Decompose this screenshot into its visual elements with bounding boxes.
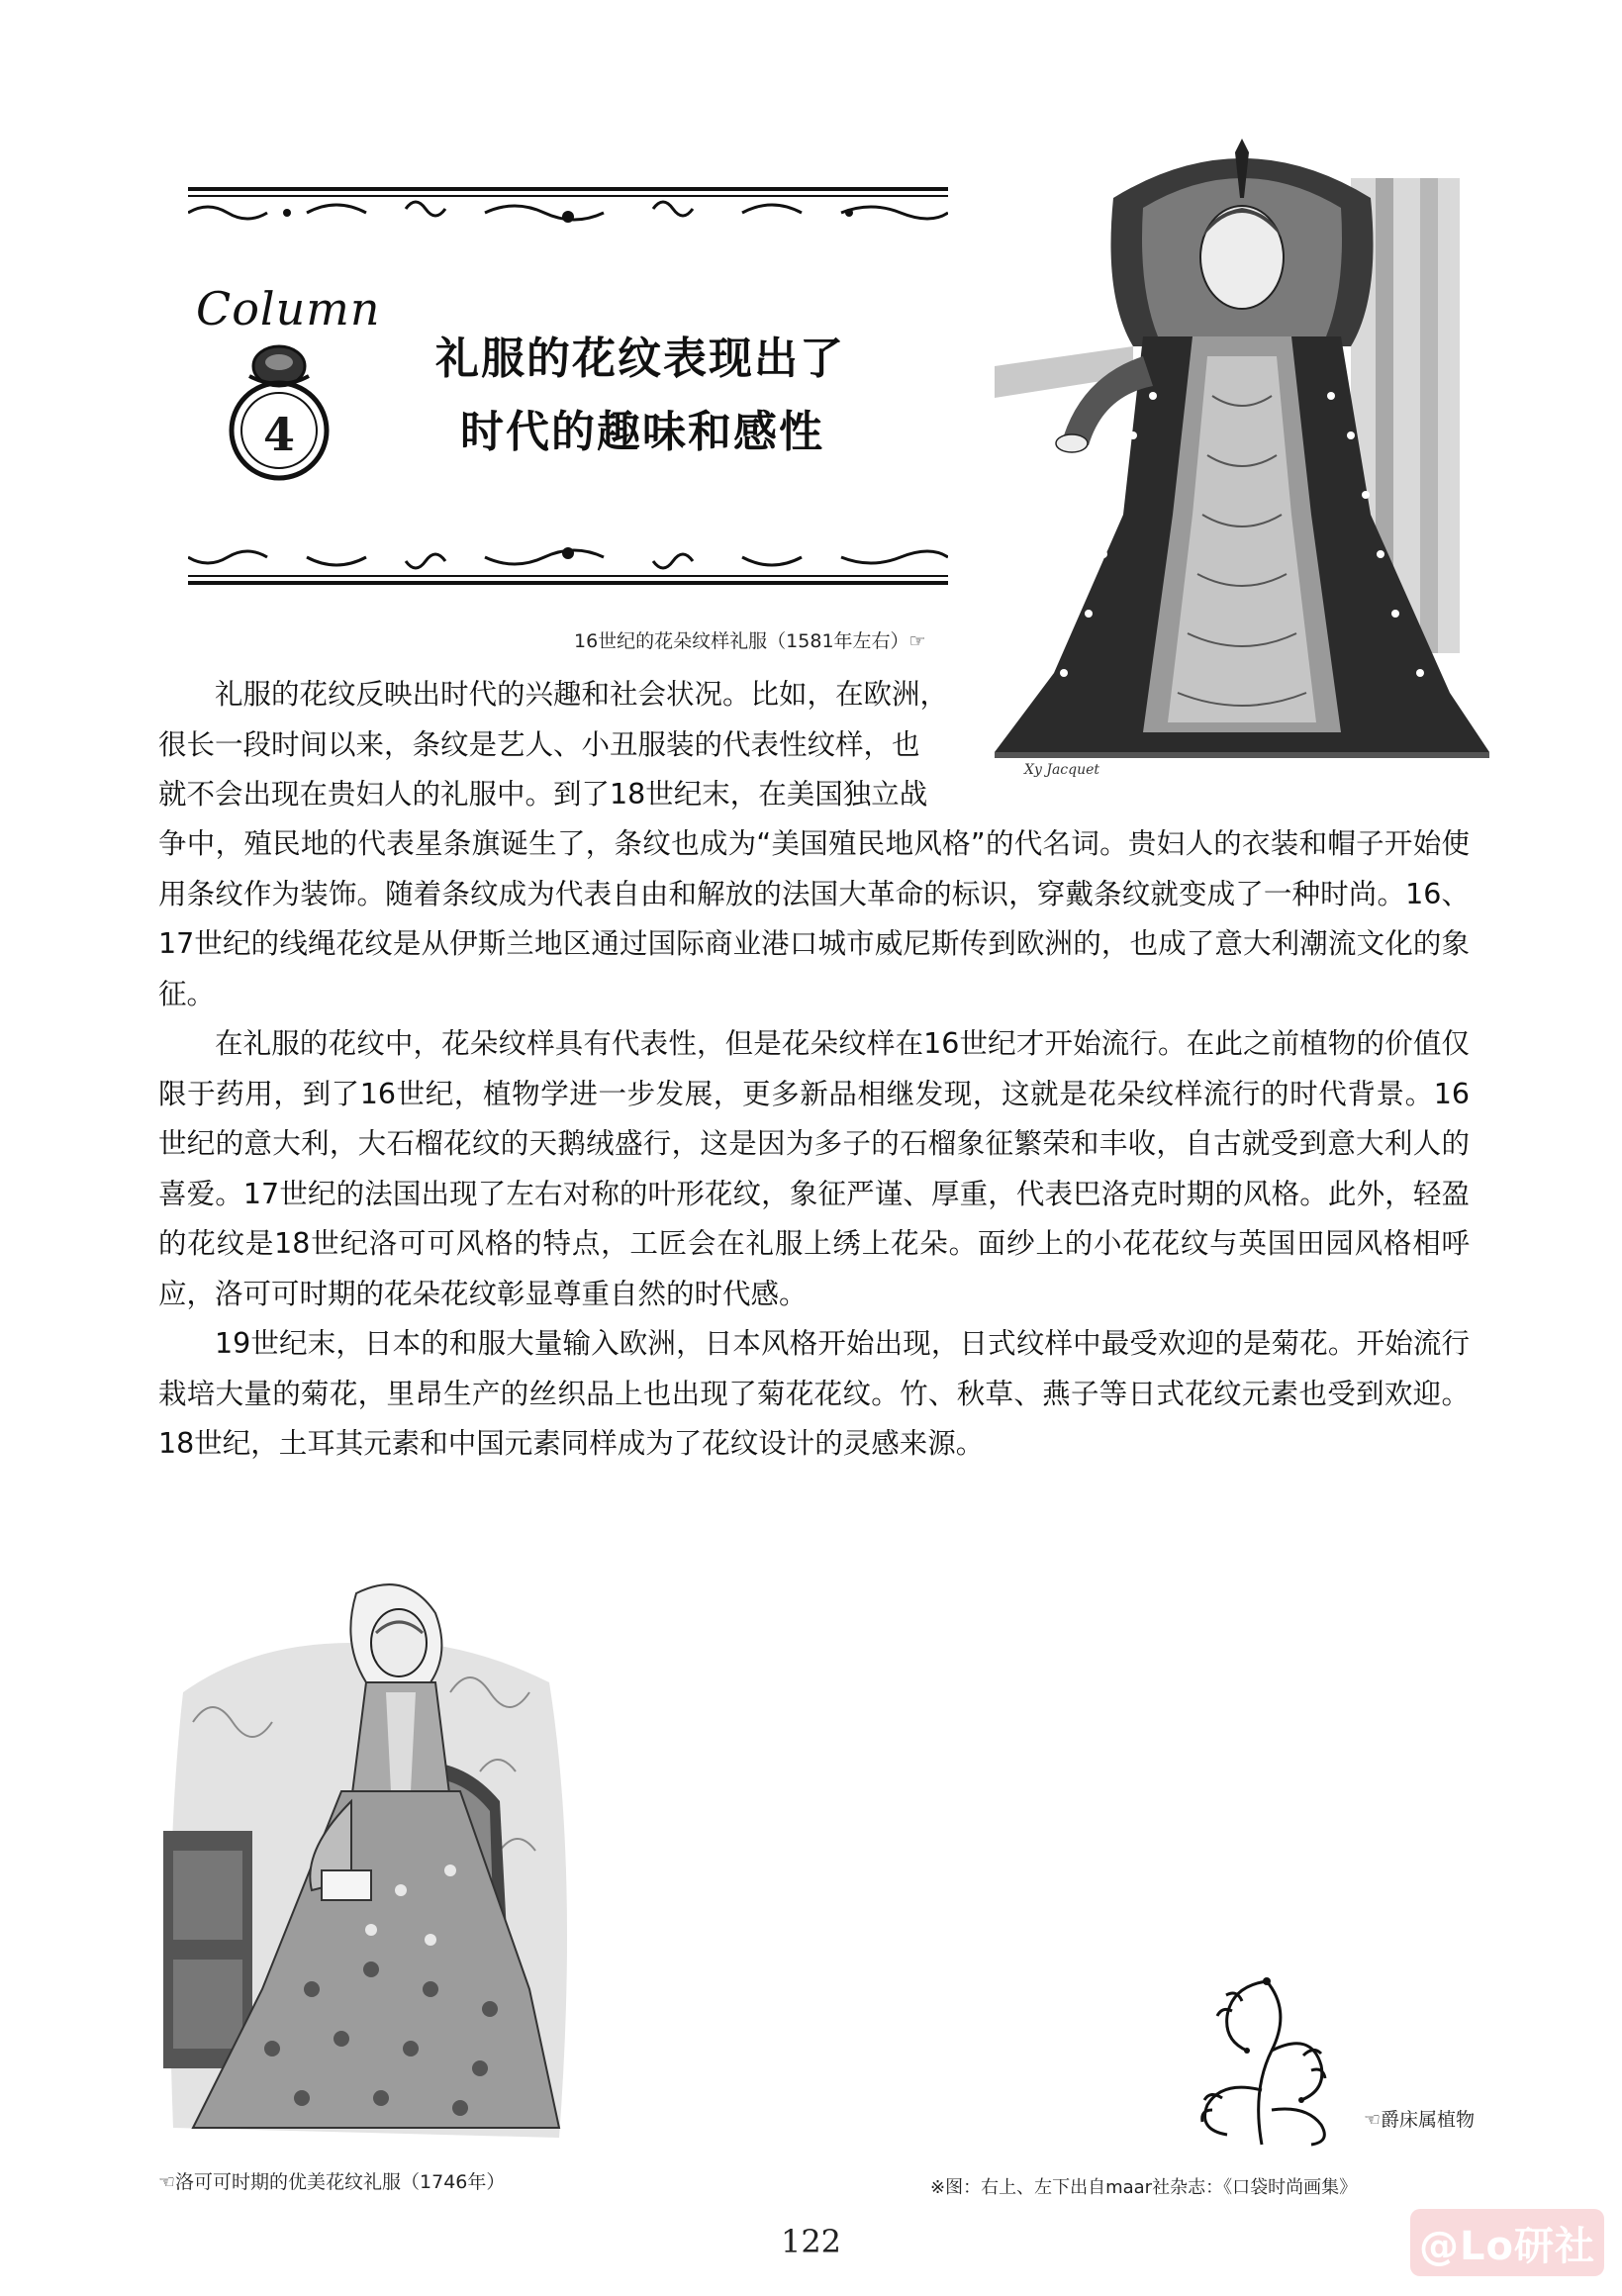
body-line: 礼服的花纹反映出时代的兴趣和社会状况。比如，在欧洲， [215, 678, 949, 711]
column-label: Column [196, 282, 381, 335]
watermark-badge: @Lo研社 [1410, 2209, 1604, 2276]
column-title-line-1: 礼服的花纹表现出了 [435, 334, 845, 384]
ornamental-border-top [188, 183, 948, 233]
body-paragraph-1-tail: 争中，殖民地的代表星条旗诞生了，条纹也成为“美国殖民地风格”的代名词。贵妇人的衣装和帽子开始使用条纹作为装饰。随着条纹成为代表自由和解放的法国大革命的标识，穿戴条纹就变成了一种时尚。16、17世纪的线绳花纹是从伊斯兰地区通过国际商业港口城市威尼斯传到欧洲的，也成了意大利潮流文化的象征。 [158, 827, 1470, 1010]
source-note: ※图：右上、左下出自maar社杂志：《口袋时尚画集》 [930, 2177, 1358, 2198]
caption-rococo-gown: ☜洛可可时期的优美花纹礼服（1746年） [158, 2171, 506, 2193]
column-title-line-2: 时代的趣味和感性 [460, 407, 824, 457]
caption-acanthus: ☜爵床属植物 [1364, 2109, 1476, 2131]
engraver-signature: Xy Jacquet [1024, 762, 1100, 778]
page-number: 122 [780, 2223, 842, 2260]
engraving-16th-century-gown [995, 139, 1489, 782]
column-number: 4 [262, 408, 295, 461]
body-paragraph-2: 在礼服的花纹中，花朵纹样具有代表性，但是花朵纹样在16世纪才开始流行。在此之前植物的价值仅限于药用，到了16世纪，植物学进一步发展，更多新品相继发现，这就是花朵纹样流行的时代背景。16世纪的意大利，大石榴花纹的天鹅绒盛行，这是因为多子的石榴象征繁荣和丰收，自古就受到意大利人的喜爱。17世纪的法国出现了左右对称的叶形花纹，象征严谨、厚重，代表巴洛克时期的风格。此外，轻盈的花纹是18世纪洛可可风格的特点，工匠会在礼服上绣上花朵。面纱上的小花花纹与英国田园风格相呼应，洛可可时期的花朵花纹彰显尊重自然的时代感。 [158, 1027, 1470, 1310]
body-line: 很长一段时间以来，条纹是艺人、小丑服装的代表性纹样，也 [158, 727, 920, 761]
body-paragraph-1-head [158, 670, 980, 820]
body-paragraph-3: 19世纪末，日本的和服大量输入欧洲，日本风格开始出现，日式纹样中最受欢迎的是菊花。开始流行栽培大量的菊花，里昂生产的丝织品上也出现了菊花花纹。竹、秋草、燕子等日式花纹元素也受到欢迎。18世纪，土耳其元素和中国元素同样成为了花纹设计的灵感来源。 [158, 1327, 1470, 1460]
ornamental-border-bottom [188, 539, 948, 589]
acanthus-ornament [1173, 1971, 1351, 2150]
engraving-rococo-gown [153, 1574, 579, 2157]
body-text-block [158, 819, 1470, 1470]
body-line: 就不会出现在贵妇人的礼服中。到了18世纪末，在美国独立战 [158, 778, 928, 811]
caption-16th-century-gown: 16世纪的花朵纹样礼服（1581年左右）☞ [574, 630, 926, 652]
